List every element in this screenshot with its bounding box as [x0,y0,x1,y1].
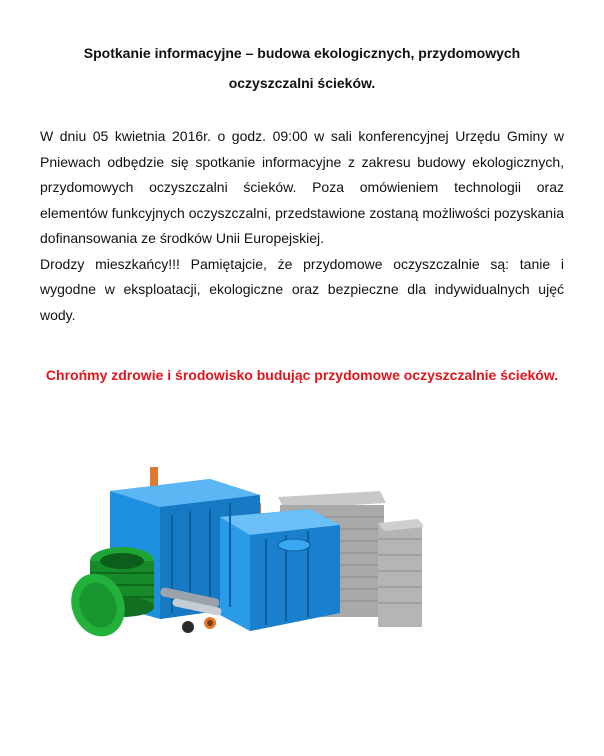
slogan: Chrońmy zdrowie i środowisko budując przydomowe oczyszczalnie ścieków. [45,367,559,383]
green-lid-image [63,547,154,644]
document-body [40,124,564,328]
paragraph-residents-note: Drodzy mieszkańcy!!! Pamiętajcie, że przydomowe oczyszczalnie są: tanie i wygodne w eksploatacji, ekologiczne oraz bezpieczne dla indywidualnych ujęć wody. [40,255,564,323]
document-title: Spotkanie informacyjne – budowa ekologicznych, przydomowych oczyszczalni ścieków. [83,45,521,91]
septic-tank-illustration [60,455,440,645]
paragraph-meeting-info: W dniu 05 kwietnia 2016r. o godz. 09:00 w sali konferencyjnej Urzędu Gminy w Pniewach odbędzie się spotkanie informacyjne z zakresu budowy ekologicznych, przydomowych oczyszczalni ścieków. Poza omówieniem technologii oraz elementów funkcyjnych oczyszczalni, przedstawione zostaną możliwości pozyskania dofinansowania ze środków Unii Europejskiej. [40,128,564,246]
